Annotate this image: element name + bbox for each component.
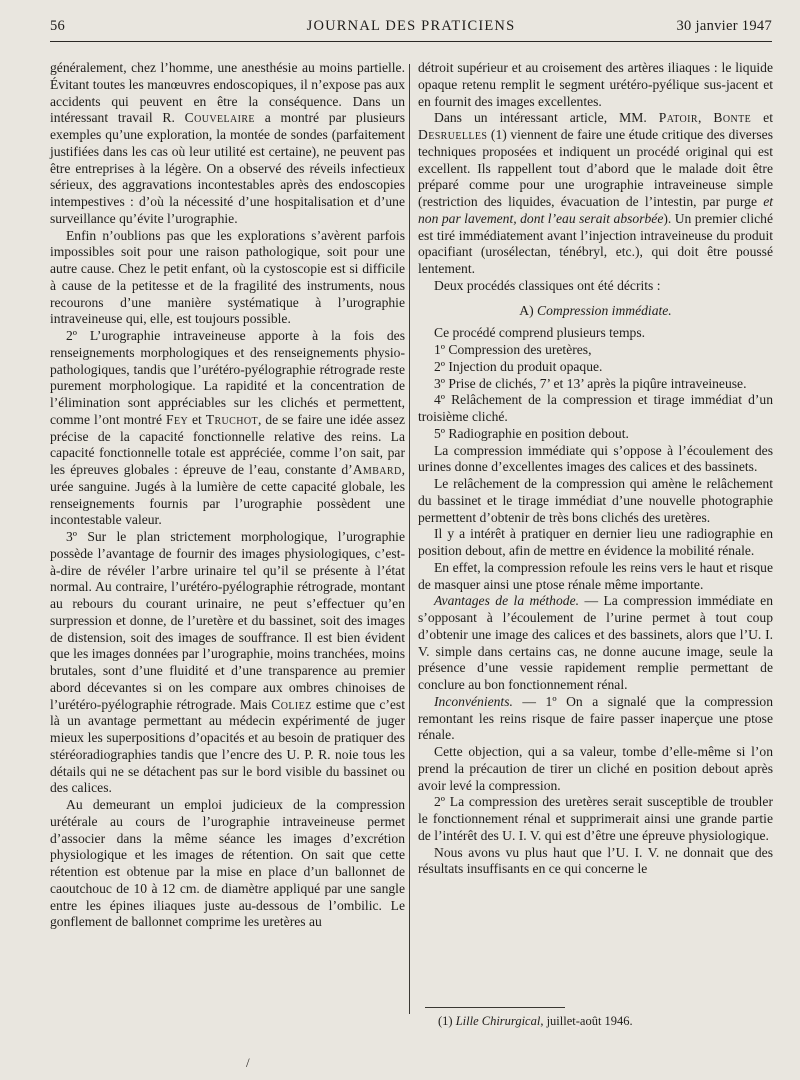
- section-heading: A) Compression immédiate.: [519, 302, 672, 318]
- footnote: (1) Lille Chirurgical, juillet-août 1946.: [438, 1014, 633, 1028]
- paragraph-label: Avantages de la méthode.: [434, 593, 580, 609]
- paragraph: Inconvénients. — 1º On a signalé que la compression remontant les reins risque de faire passer inaperçue une ptose rénale.: [418, 693, 773, 743]
- journal-title: JOURNAL DES PRATICIENS: [306, 18, 516, 34]
- author-name: Coliez: [271, 696, 312, 712]
- paragraph: Au demeurant un emploi judicieux de la compression urétérale au cours de l’urographie intraveineuse permet d’associer dans la même séance les images d’excrétion physiologique et les images de rétention. On sait que cette rétention est obtenue par la mise en place d’un ballonnet de caoutchouc de 10 à 12 cm. de diamètre appliqué par une sangle entre les épines iliaques juste au-dessous de l’ombilic. Le gonflement de ballonnet comprime les uretères au: [50, 797, 405, 930]
- paragraph: Enfin n’oublions pas que les explorations s’avèrent parfois impossibles soit pour une raison pathologique, soit pour une autre cause. Chez le petit enfant, où la cystoscopie est si difficile à cause de la petitesse et de la fragilité des instruments, nous recourons d’une manière systématique à l’urographie intraveineuse qui, elle, est toujours possible.: [50, 227, 405, 327]
- paragraph: Le relâchement de la compression qui amène le relâchement du bassinet et le tirage immédiat d’une nouvelle photographie permettent d’obtenir de très bons clichés des uretères.: [418, 476, 773, 525]
- paragraph: 3º Sur le plan strictement morphologique, l’urographie possède l’avantage de fournir des images physiologiques, c’est-à-dire de révéler l’arbre urinaire tel qu’il se présente à l’état normal. Au contraire, l’urétéro-pyélographie rétrograde, montant au rebours du courant urinaire, ne peut s’effectuer qu’en surpression et donne, de l’uretère et du bassinet, soit des images de distension, soit des images de souffrance. Il est bien évident que les images données par l’urographie, moins tranchées, moins brutales, sont d’une fluidité et d’une transparence au premier abord décevantes si on les compare aux ombres chinoises de l’urétéro-pyélographie rétrograde. Mais Coliez estime que c’est là un avantage permettant au médecin expérimenté de juger mieux les superpositions d’opacités et au besoin de pratiquer des stéréoradiographies tandis que l’encre des U. P. R. noie tous les détails qui ne se détachent pas sur le bord visible du bassinet ou des calices.: [50, 529, 405, 796]
- paragraph-label: Inconvénients.: [434, 693, 513, 709]
- footnote-journal: Lille Chirurgical: [455, 1014, 541, 1028]
- list-item: 4º Relâchement de la compression et tirage immédiat d’un troisième cliché.: [418, 392, 773, 424]
- paragraph: Nous avons vu plus haut que l’U. I. V. ne donnait que des résultats insuffisants en ce qui concerne le: [418, 844, 773, 877]
- paragraph: Dans un intéressant article, MM. Patoir, Bonte et Desruelles (1) viennent de faire une étude critique des diverses techniques proposées et indiquent un procédé original qui est excellent. Ils rappellent tout d’abord que le malade doit être préparé comme pour une urographie intraveineuse simple (restriction des liquides, évacuation de l’intestin, par purge et non par lavement, dont l’eau serait absorbée). Un premier cliché est tiré immédiatement avant l’injection intraveineuse du produit opacifiant (urosélectan, ténébryl, etc.), qui doit être poussé lentement.: [418, 110, 773, 276]
- italic-phrase: et non par lavement, dont l’eau serait absorbée: [418, 194, 773, 226]
- left-column: [50, 60, 405, 931]
- column-divider: [409, 64, 410, 1014]
- list-item: 2º Injection du produit opaque.: [434, 358, 603, 374]
- paragraph: Il y a intérêt à pratiquer en dernier lieu une radiographie en position debout, afin de mettre en évidence la mobilité rénale.: [418, 526, 773, 558]
- header-rule: [50, 41, 772, 42]
- paragraph: 2º La compression des uretères serait susceptible de troubler le fonctionnement rénal et supprimerait ainsi une grande partie de l’intérêt des U. I. V. qui est d’être une épreuve physiologique.: [418, 794, 773, 843]
- list-item: 3º Prise de clichés, 7’ et 13’ après la piqûre intraveineuse.: [434, 375, 747, 391]
- paragraph: généralement, chez l’homme, une anesthésie au moins partielle. Évitant toutes les manœuvres endoscopiques, il n’expose pas aux accidents qui peuvent en être la conséquence. Dans un intéressant travail R. Couvelaire a montré par plusieurs exemples qu’une exploration, la montée de sondes (parfaitement justifiées dans les cas où leur utilité est certaine), ne peuvent pas être entreprises à la légère. On a observé des réveils infectieux sérieux, des aggravations incontestables après des endoscopies intempestives : d’où la nécessité d’une hospitalisation et d’une surveillance qu’évite l’urographie.: [50, 60, 405, 226]
- author-name: Fey: [166, 411, 189, 427]
- paragraph: Ce procédé comprend plusieurs temps.: [434, 325, 646, 341]
- paragraph: 2º L’urographie intraveineuse apporte à la fois des renseignements morphologiques et des renseignements physio-pathologiques, tandis que l’urétéro-pyélographie rétrograde reste purement morphologique. La rapidité et la concentration de l’élimination sont appréciables sur les clichés et permettent, comme l’ont montré Fey et Truchot, de se faire une idée assez précise de la capacité fonctionnelle relative des reins. La capacité fonctionnelle totale est appréciée, comme l’on sait, par les épreuves globales : épreuve de l’eau, constante d’Ambard, urée sanguine. Jugés à la lumière de cette capacité globale, les renseignements fournis par l’urographie possèdent une incontestable valeur.: [50, 328, 406, 528]
- list-item: 5º Radiographie en position debout.: [434, 425, 629, 441]
- footnote-rule: [425, 1007, 565, 1008]
- author-name: Couvelaire: [184, 110, 255, 126]
- paragraph: En effet, la compression refoule les reins vers le haut et risque de masquer ainsi une ptose rénale même importante.: [418, 559, 773, 592]
- right-column: [418, 60, 773, 878]
- paragraph: La compression immédiate qui s’oppose à l’écoulement des urines donne d’excellentes images des calices et des bassinets.: [418, 442, 773, 475]
- author-name: Truchot: [205, 411, 258, 427]
- paragraph: Deux procédés classiques ont été décrits :: [434, 277, 661, 293]
- page-mark: /: [246, 1055, 250, 1070]
- author-name: Ambard: [352, 462, 402, 477]
- author-name: Bonte: [713, 110, 752, 126]
- paragraph: Cette objection, qui a sa valeur, tombe d’elle-même si l’on prend la précaution de tirer un cliché en position debout après avoir levé la compression.: [418, 744, 773, 793]
- author-name: Desruelles: [418, 127, 488, 142]
- issue-date: 30 janvier 1947: [676, 18, 772, 34]
- paragraph: Avantages de la méthode. — La compression immédiate en s’opposant à l’écoulement de l’urine permet à tout coup d’obtenir une image des calices et des bassinets, alors que l’U. I. V. simple dans certains cas, ne donne aucune image, seule la présence d’une vessie rapidement remplie permettant de conclure au bon fonctionnement rénal.: [418, 593, 773, 692]
- page-number: 56: [50, 18, 66, 34]
- paragraph: détroit supérieur et au croisement des artères iliaques : le liquide opaque retenu remplit le segment urétéro-pyélique sus-jacent et en fournit des images excellentes.: [418, 60, 773, 109]
- author-name: Patoir: [658, 110, 698, 126]
- running-header: [50, 18, 772, 40]
- list-item: 1º Compression des uretères,: [434, 342, 592, 357]
